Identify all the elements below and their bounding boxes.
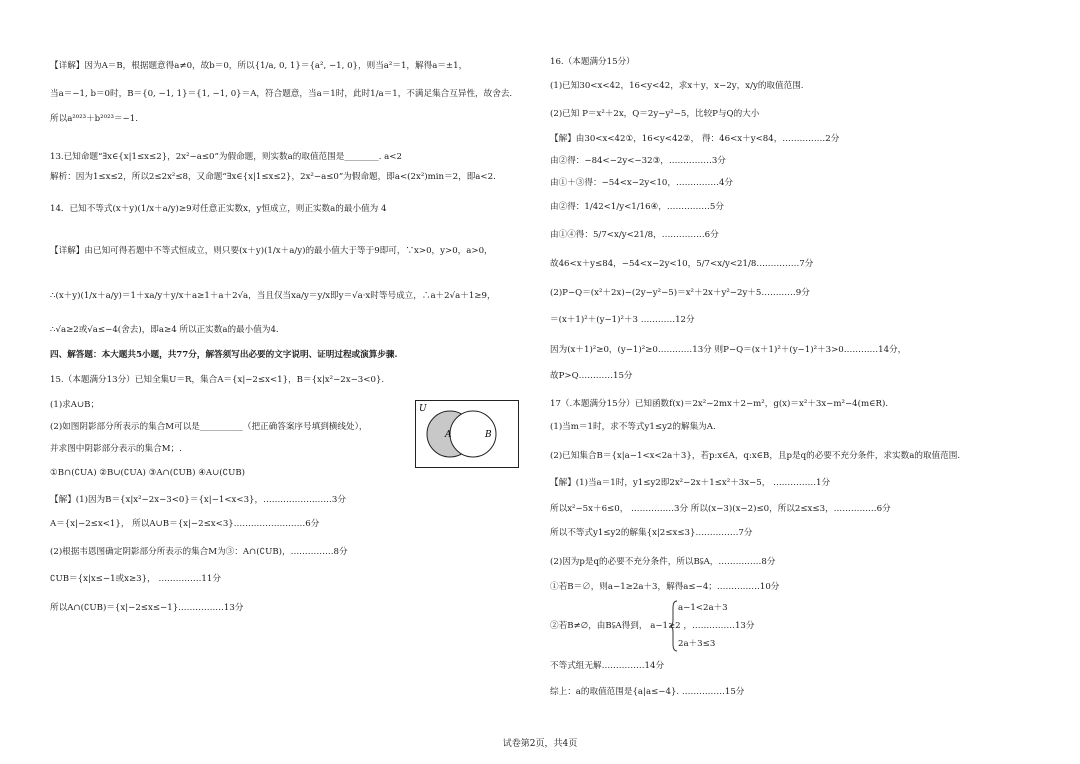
left-line-18: (2)根据韦恩图确定阴影部分所表示的集合M为③：A∩(∁UB)，……………8分 bbox=[50, 547, 348, 557]
right-line-20: (2)因为p是q的必要不充分条件，所以B⫋A，……………8分 bbox=[550, 557, 776, 567]
page-footer: 试卷第2页，共4页 bbox=[502, 739, 578, 749]
left-line-2: 当a＝−1, b＝0时，B＝{0, −1, 1}＝{1, −1, 0}＝A，符合题意，当a＝1时，此时1/a＝1，不满足集合互异性，故舍去. bbox=[50, 89, 513, 99]
right-line-10: (2)P−Q＝(x²＋2x)−(2y−y²−5)＝x²＋2x＋y²−2y＋5…………9分 bbox=[550, 288, 810, 298]
left-line-19: ∁UB＝{x|x≤−1或x≥3}， ……………11分 bbox=[50, 574, 221, 584]
right-line-2: (1)已知30<x<42，16<y<42，求x＋y，x−2y，x/y的取值范围. bbox=[550, 81, 804, 91]
left-line-17: A＝{x|−2≤x<1}， 所以A∪B＝{x|−2≤x<3}.……………………6分 bbox=[50, 519, 320, 529]
right-line-15: (1)当m＝1时，求不等式y1≤y2的解集为A. bbox=[550, 422, 716, 432]
right-line-8: 由①④得：5/7<x/y<21/8，……………6分 bbox=[550, 230, 719, 240]
right-line-19: 所以不等式y1≤y2的解集{x|2≤x≤3}……………7分 bbox=[550, 528, 753, 538]
left-line-14: 并求图中阴影部分表示的集合M；. bbox=[50, 444, 182, 454]
left-line-11: 15.（本题满分13分）已知全集U＝R，集合A＝{x|−2≤x<1}，B＝{x|x²−2x−3<0}. bbox=[50, 375, 385, 385]
right-line-25: 不等式组无解……………14分 bbox=[550, 661, 665, 671]
right-line-5: 由②得：−84<−2y<−32③，……………3分 bbox=[550, 156, 726, 166]
venn-diagram bbox=[415, 400, 519, 468]
right-line-4: 【解】由30<x<42①，16<y<42②， 得：46<x＋y<84，……………2分 bbox=[550, 134, 840, 144]
right-line-17: 【解】(1)当a＝1时，y1≤y2即2x²−2x＋1≤x²＋3x−5， ……………1分 bbox=[550, 478, 831, 488]
right-line-1: 16.（本题满分15分） bbox=[550, 57, 635, 67]
right-line-3: (2)已知 P＝x²＋2x，Q＝2y−y²−5，比较P与Q的大小 bbox=[550, 109, 760, 119]
right-line-16: (2)已知集合B＝{x|a−1<x<2a＋3}，若p:x∈A，q:x∈B，且p是q的必要不充分条件，求实数a的取值范围. bbox=[550, 451, 961, 461]
left-line-7: 【详解】由已知可得若题中不等式恒成立，则只要(x＋y)(1/x＋a/y)的最小值大于等于9即可，∵x>0，y>0，a>0， bbox=[50, 246, 493, 256]
right-line-6: 由①＋③得：−54<x−2y<10，……………4分 bbox=[550, 178, 734, 188]
left-line-6: 14．已知不等式(x＋y)(1/x＋a/y)≥9对任意正实数x，y恒成立，则正实数a的最小值为 4 bbox=[50, 204, 387, 214]
left-line-8: ∴(x＋y)(1/x＋a/y)＝1＋xa/y＋y/x＋a≥1＋a＋2√a，当且仅当xa/y＝y/x即y＝√a·x时等号成立，∴a＋2√a＋1≥9， bbox=[50, 291, 496, 301]
left-line-1: 【详解】因为A＝B，根据题意得a≠0，故b＝0，所以{1/a, 0, 1}＝{a², −1, 0}，则当a²＝1，解得a＝±1， bbox=[50, 61, 468, 71]
right-line-11: ＝(x＋1)²＋(y−1)²＋3 …………12分 bbox=[550, 315, 695, 325]
right-line-18: 所以x²−5x＋6≤0， ……………3分 所以(x−3)(x−2)≤0，所以2≤x≤3，……………6分 bbox=[550, 504, 891, 514]
right-line-21: ①若B＝∅，则a−1≥2a＋3，解得a≤−4；……………10分 bbox=[550, 582, 780, 592]
right-line-12: 因为(x＋1)²≥0，(y−1)²≥0…………13分 则P−Q＝(x＋1)²＋(y−1)²＋3>0…………14分， bbox=[550, 345, 907, 355]
left-line-16: 【解】(1)因为B＝{x|x²−2x−3<0}＝{x|−1<x<3}，……………………3分 bbox=[50, 495, 346, 505]
right-line-23: ②若B≠∅，由B⫋A得到， a−1≥2 ，……………13分 bbox=[550, 621, 755, 631]
left-column bbox=[50, 0, 540, 730]
left-line-9: ∴√a≥2或√a≤−4(舍去)，即a≥4 所以正实数a的最小值为4. bbox=[50, 325, 279, 335]
left-line-12: (1)求A∪B； bbox=[50, 400, 100, 410]
left-line-3: 所以a²⁰²³＋b²⁰²³＝−1. bbox=[50, 114, 138, 124]
left-line-13: (2)如图阴影部分所表示的集合M可以是__________（把正确答案序号填到横线处）， bbox=[50, 422, 368, 432]
system-row-3: 2a＋3≤3 bbox=[678, 639, 716, 649]
right-line-26: 综上：a的取值范围是{a|a≤−4}. ……………15分 bbox=[550, 687, 745, 697]
right-line-7: 由②得：1/42<1/y<1/16④，……………5分 bbox=[550, 202, 724, 212]
system-brace bbox=[670, 600, 678, 652]
right-column bbox=[550, 0, 1040, 730]
left-line-4: 13.已知命题“∃x∈{x|1≤x≤2}，2x²−a≤0”为假命题，则实数a的取值范围是________. a<2 bbox=[50, 152, 402, 162]
left-line-20: 所以A∩(∁UB)＝{x|−2≤x≤−1}.……………13分 bbox=[50, 603, 244, 613]
right-line-13: 故P>Q…………15分 bbox=[550, 371, 633, 381]
right-line-9: 故46<x＋y≤84，−54<x−2y<10，5/7<x/y<21/8……………7分 bbox=[550, 259, 814, 269]
section-heading: 四、解答题：本大题共5小题，共77分，解答须写出必要的文字说明、证明过程或演算步骤. bbox=[50, 350, 398, 360]
left-line-5: 解析：因为1≤x≤2，所以2≤2x²≤8，又命题“∃x∈{x|1≤x≤2}，2x²−a≤0”为假命题，即a<(2x²)min＝2，即a<2. bbox=[50, 172, 496, 182]
venn-label-a: A bbox=[445, 430, 452, 440]
system-row-1: a−1<2a＋3 bbox=[678, 603, 728, 613]
venn-label-u: U bbox=[419, 404, 427, 414]
left-line-15: ①B∩(∁UA) ②B∪(∁UA) ③A∩(∁UB) ④A∪(∁UB) bbox=[50, 468, 246, 478]
right-line-14: 17（.本题满分15分）已知函数f(x)＝2x²−2mx＋2−m²，g(x)＝x²＋3x−m²−4(m∈R). bbox=[550, 399, 889, 409]
venn-label-b: B bbox=[485, 430, 492, 440]
